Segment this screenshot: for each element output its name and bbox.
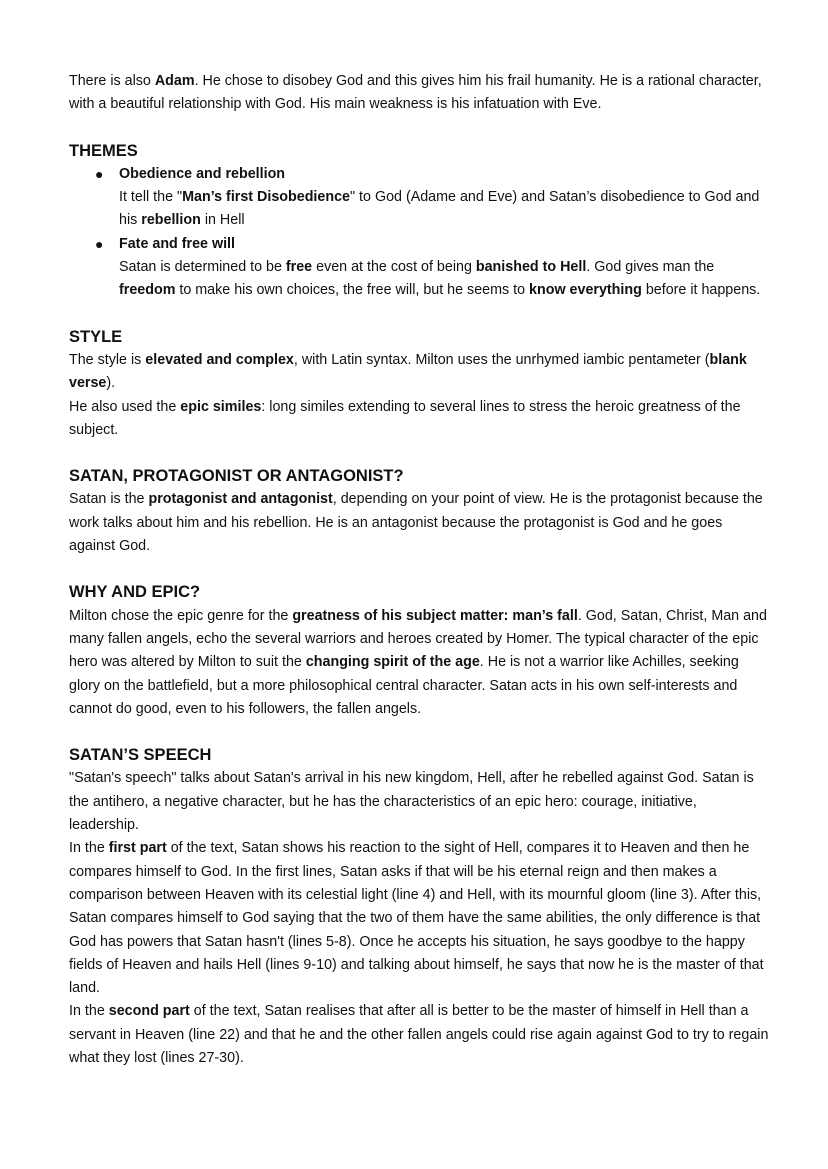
list-item bbox=[69, 163, 769, 233]
satan-role-section bbox=[69, 465, 769, 558]
document-page bbox=[69, 70, 769, 1070]
bullet-icon: ● bbox=[95, 165, 104, 182]
speech-heading: SATAN’S SPEECH bbox=[69, 746, 212, 765]
speech-paragraph-1: "Satan's speech" talks about Satan's arrival in his new kingdom, Hell, after he rebelled against God. Satan is the antihero, a negative character, but he has the characteristics of an epic hero: courage, initiative, leadership. bbox=[69, 770, 754, 834]
style-heading: STYLE bbox=[69, 327, 123, 346]
speech-paragraph-2: In the first part of the text, Satan shows his reaction to the sight of Hell, compares it to Heaven and then he compares himself to God. In the first lines, Satan asks if that will be his eternal reign and then makes a comparison between Heaven with its celestial light (line 4) and Hell, with its mournful gloom (line 3). After this, Satan compares himself to God saying that the two of them have the same abilities, the only difference is that God has powers that Satan hasn't (lines 5-8). Once he accepts his situation, he says goodbye to the happy fields of Heaven and hails Hell (lines 9-10) and talking about himself, he says that now he is the master of that land. bbox=[69, 840, 764, 997]
adam-bold: Adam bbox=[154, 73, 195, 89]
theme-title: Obedience and rebellion bbox=[119, 165, 286, 182]
theme-title: Fate and free will bbox=[119, 235, 235, 252]
themes-section bbox=[69, 140, 769, 303]
speech-paragraph-3: In the second part of the text, Satan realises that after all is better to be the master of himself in Hell than a servant in Heaven (line 22) and that he and the other fallen angels could rise again against God to try to regain what they lost (lines 27-30). bbox=[69, 1003, 769, 1066]
theme-description: Satan is determined to be free even at the cost of being banished to Hell. God gives man the freedom to make his own choices, the free will, but he seems to know everything before it happens. bbox=[119, 259, 761, 299]
satan-role-paragraph: Satan is the protagonist and antagonist, depending on your point of view. He is the protagonist because the work talks about him and his rebellion. He is an antagonist because the protagonist is God and he goes against God. bbox=[69, 491, 763, 555]
themes-list bbox=[69, 163, 769, 303]
intro-paragraph bbox=[69, 70, 769, 117]
list-item bbox=[69, 233, 769, 303]
epic-heading: WHY AND EPIC? bbox=[69, 583, 201, 602]
satan-role-heading: SATAN, PROTAGONIST OR ANTAGONIST? bbox=[69, 467, 404, 486]
epic-paragraph: Milton chose the epic genre for the greatness of his subject matter: man’s fall. God, Satan, Christ, Man and many fallen angels, echo the several warriors and heroes created by Homer. The typical character of the epic hero was altered by Milton to suit the changing spirit of the age. He is not a warrior like Achilles, seeking glory on the battlefield, but a more philosophical central character. Satan acts in his own self-interests and cannot do good, even to his followers, the fallen angels. bbox=[69, 607, 767, 717]
speech-section bbox=[69, 744, 769, 1070]
intro-text-end: . He chose to disobey God and this gives him his frail humanity. He is a rational character, with a beautiful relationship with God. His main weakness is his infatuation with Eve. bbox=[69, 73, 762, 113]
intro-text: There is also bbox=[69, 73, 155, 89]
style-paragraph-1: The style is elevated and complex, with Latin syntax. Milton uses the unrhymed iambic pentameter (blank verse). bbox=[69, 351, 747, 392]
theme-description: It tell the "Man’s first Disobedience" to God (Adame and Eve) and Satan’s disobedience to God and his rebellion in Hell bbox=[119, 189, 760, 229]
epic-section bbox=[69, 581, 769, 721]
style-paragraph-2: He also used the epic similes: long similes extending to several lines to stress the heroic greatness of the subject. bbox=[69, 398, 741, 438]
style-section bbox=[69, 326, 769, 442]
themes-heading: THEMES bbox=[69, 141, 138, 160]
bullet-icon: ● bbox=[95, 235, 104, 252]
